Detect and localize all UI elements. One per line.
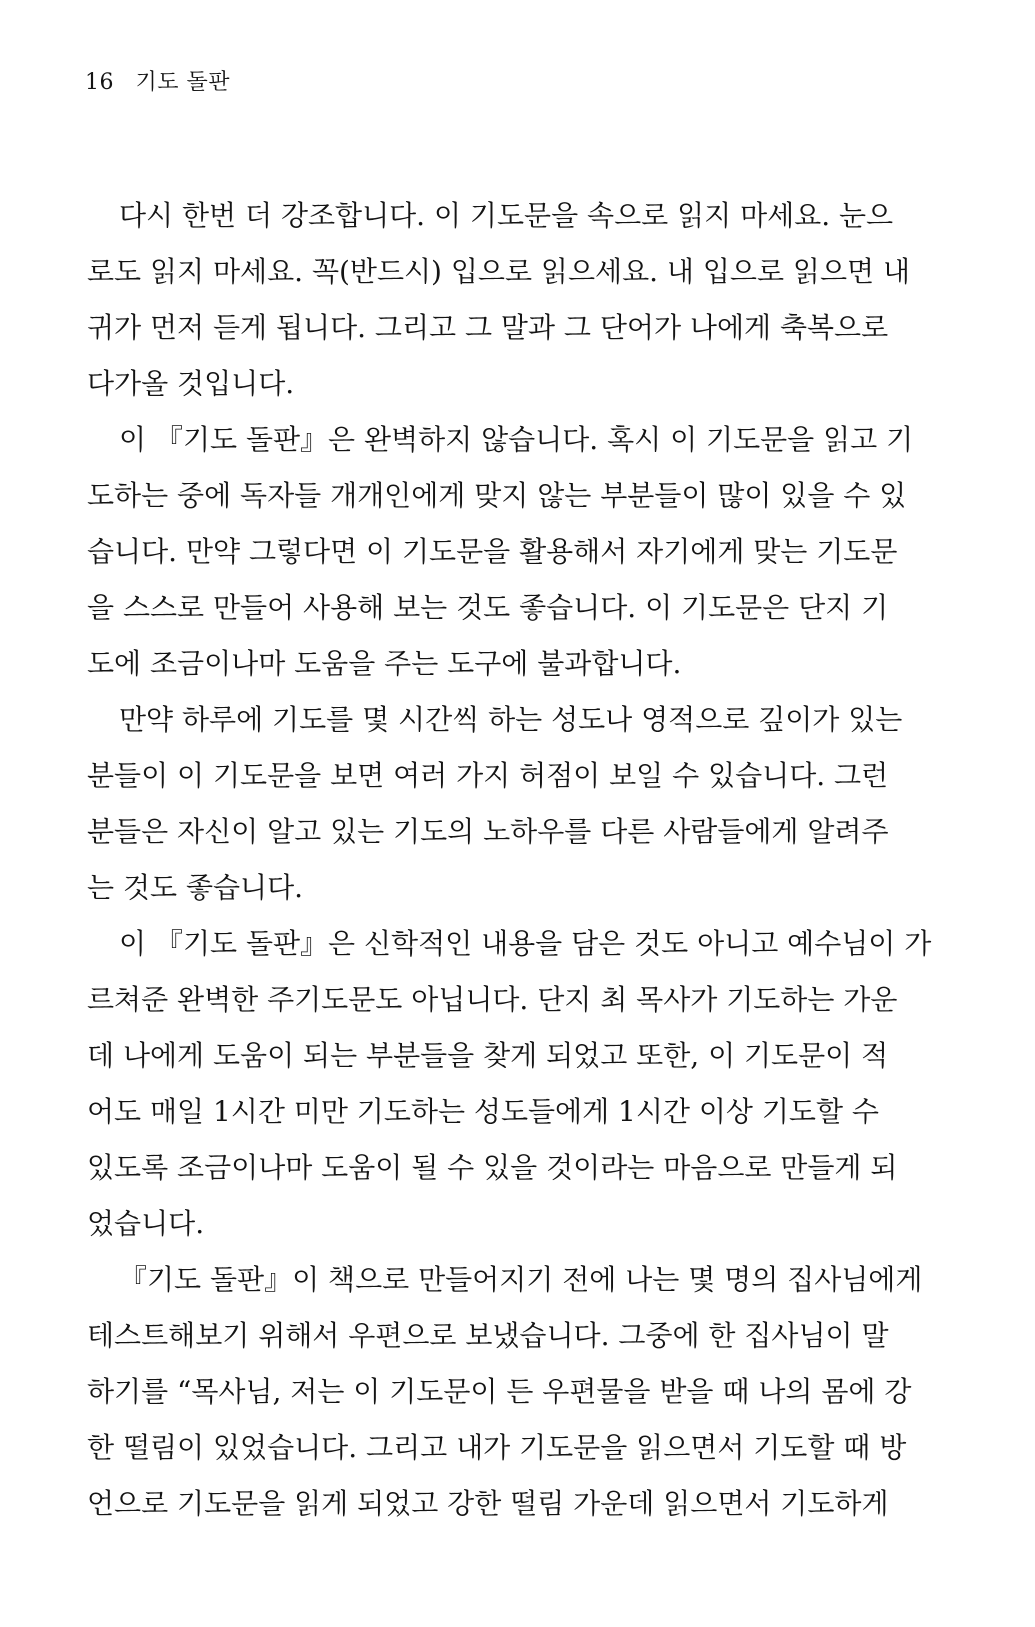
text-line: 어도 매일 1시간 미만 기도하는 성도들에게 1시간 이상 기도할 수 [87,1095,879,1128]
text-line: 한 떨림이 있었습니다. 그리고 내가 기도문을 읽으면서 기도할 때 방 [87,1431,907,1464]
text-line: 다가올 것입니다. [87,367,295,400]
text-line: 이 『기도 돌판』은 완벽하지 않습니다. 혹시 이 기도문을 읽고 기 [119,423,914,456]
text-line: 이 『기도 돌판』은 신학적인 내용을 담은 것도 아니고 예수님이 가 [119,927,932,960]
text-line: 언으로 기도문을 읽게 되었고 강한 떨림 가운데 읽으면서 기도하게 [87,1487,889,1520]
text-line: 도하는 중에 독자들 개개인에게 맞지 않는 부분들이 많이 있을 수 있 [87,479,907,512]
page-number: 16 [85,70,114,95]
text-line: 었습니다. [87,1207,205,1240]
text-line: 습니다. 만약 그렇다면 이 기도문을 활용해서 자기에게 맞는 기도문 [87,535,898,568]
text-line: 는 것도 좋습니다. [87,871,304,904]
running-title: 기도 돌판 [135,70,231,95]
text-line: 분들은 자신이 알고 있는 기도의 노하우를 다른 사람들에게 알려주 [87,815,889,848]
text-line: 하기를 “목사님, 저는 이 기도문이 든 우편물을 받을 때 나의 몸에 강 [87,1375,912,1408]
text-line: 도에 조금이나마 도움을 주는 도구에 불과합니다. [87,647,682,680]
text-line: 르쳐준 완벽한 주기도문도 아닙니다. 단지 최 목사가 기도하는 가운 [87,983,898,1016]
text-line: 있도록 조금이나마 도움이 될 수 있을 것이라는 마음으로 만들게 되 [87,1151,898,1184]
text-line: 을 스스로 만들어 사용해 보는 것도 좋습니다. 이 기도문은 단지 기 [87,591,889,624]
text-line: 다시 한번 더 강조합니다. 이 기도문을 속으로 읽지 마세요. 눈으 [119,199,894,232]
text-line: 귀가 먼저 듣게 됩니다. 그리고 그 말과 그 단어가 나에게 축복으로 [87,311,889,344]
text-line: 로도 읽지 마세요. 꼭(반드시) 입으로 읽으세요. 내 입으로 읽으면 내 [87,255,911,288]
running-header [85,68,230,98]
text-line: 테스트해보기 위해서 우편으로 보냈습니다. 그중에 한 집사님이 말 [87,1319,889,1352]
body-text [87,188,932,1532]
text-line: 『기도 돌판』이 책으로 만들어지기 전에 나는 몇 명의 집사님에게 [119,1263,923,1296]
text-line: 만약 하루에 기도를 몇 시간씩 하는 성도나 영적으로 깊이가 있는 [119,703,903,736]
text-line: 데 나에게 도움이 되는 부분들을 찾게 되었고 또한, 이 기도문이 적 [87,1039,889,1072]
text-line: 분들이 이 기도문을 보면 여러 가지 허점이 보일 수 있습니다. 그런 [87,759,889,792]
